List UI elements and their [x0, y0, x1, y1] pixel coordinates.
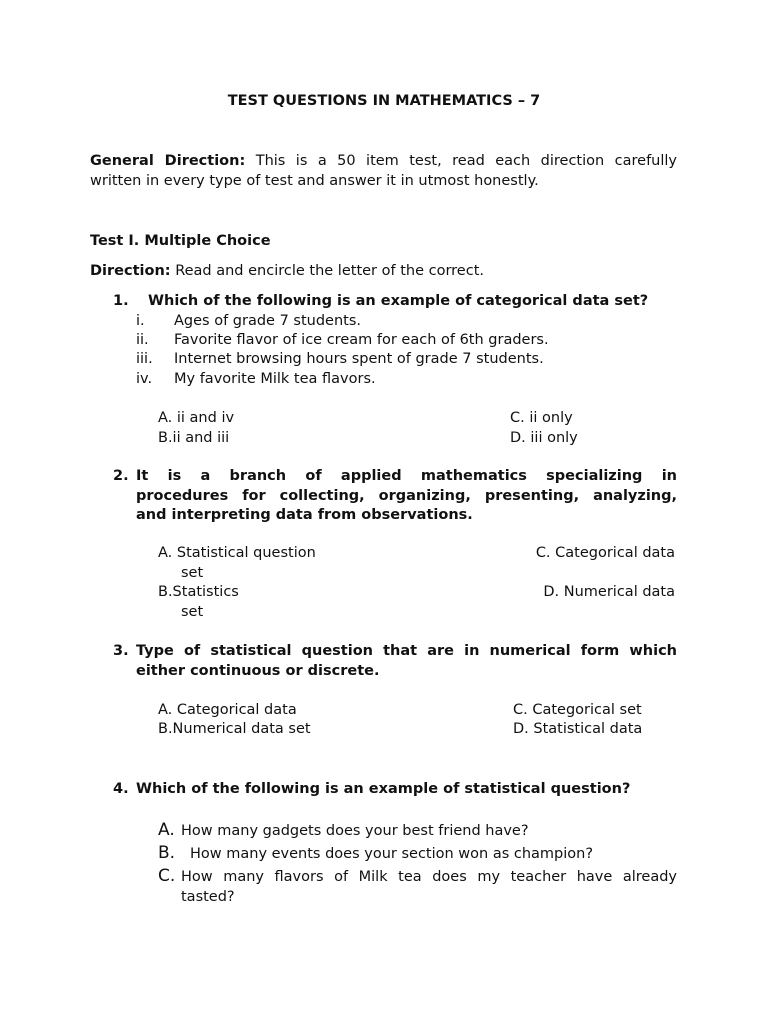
q2-choice-b-cont: set [181, 604, 204, 620]
q1-number: 1. [113, 293, 129, 309]
page-title: TEST QUESTIONS IN MATHEMATICS – 7 [227, 93, 541, 109]
q2-choice-b[interactable]: B.Statistics [158, 584, 239, 600]
q4-choice-letter[interactable]: B. [158, 843, 176, 863]
general-direction-line1 [90, 151, 677, 171]
q3-choice-d[interactable]: D. Statistical data [513, 721, 643, 737]
q1-item-num: ii. [136, 332, 149, 348]
q3-line2: either continuous or discrete. [136, 663, 380, 679]
test-heading: Test I. Multiple Choice [90, 233, 271, 249]
q1-item-num: iii. [136, 351, 153, 367]
q4-number: 4. [113, 781, 129, 797]
q3-line1: Type of statistical question that are in numerical form which [136, 643, 677, 659]
direction-label: Direction: [90, 263, 171, 279]
q2-line1: It is a branch of applied mathematics specializing in [136, 468, 677, 484]
q1-choice-a[interactable]: A. ii and iv [158, 410, 235, 426]
q4-choice-c[interactable]: How many flavors of Milk tea does my teacher have already [181, 869, 677, 885]
q1-text: Which of the following is an example of categorical data set? [148, 293, 649, 309]
q2-line2: procedures for collecting, organizing, presenting, analyzing, [136, 488, 677, 504]
q2-choice-a-cont: set [181, 565, 204, 581]
q3-choice-a[interactable]: A. Categorical data [158, 702, 297, 718]
q1-choice-c[interactable]: C. ii only [510, 410, 573, 426]
q1-choice-d[interactable]: D. iii only [510, 430, 578, 446]
general-direction-label: General Direction: [90, 153, 246, 169]
q4-choice-letter[interactable]: C. [158, 866, 176, 886]
general-direction-text: This is a 50 item test, read each direction carefully [255, 153, 678, 169]
q4-choice-b[interactable]: How many events does your section won as champion? [190, 846, 594, 862]
q1-item-text: Internet browsing hours spent of grade 7 students. [174, 351, 544, 367]
test-direction [90, 261, 484, 281]
q1-item-text: Ages of grade 7 students. [174, 313, 362, 329]
q4-text: Which of the following is an example of statistical question? [136, 781, 631, 797]
q2-choice-a[interactable]: A. Statistical question [158, 545, 316, 561]
q2-choice-c[interactable]: C. Categorical data [535, 545, 675, 561]
general-direction-line2: written in every type of test and answer it in utmost honestly. [90, 173, 539, 189]
q1-item-text: Favorite flavor of ice cream for each of 6th graders. [174, 332, 549, 348]
q4-choice-a[interactable]: How many gadgets does your best friend have? [181, 823, 529, 839]
q3-number: 3. [113, 643, 129, 659]
q2-line3: and interpreting data from observations. [136, 507, 473, 523]
q4-choice-letter[interactable]: A. [158, 820, 175, 840]
q3-choice-c[interactable]: C. Categorical set [513, 702, 642, 718]
direction-text: Read and encircle the letter of the correct. [175, 263, 484, 279]
q4-choice-c-cont: tasted? [181, 889, 235, 905]
q2-choice-d[interactable]: D. Numerical data [543, 584, 675, 600]
q1-item-num: i. [136, 313, 145, 329]
q1-item-text: My favorite Milk tea flavors. [174, 371, 376, 387]
q1-item-num: iv. [136, 371, 153, 387]
q1-choice-b[interactable]: B.ii and iii [158, 430, 230, 446]
q3-choice-b[interactable]: B.Numerical data set [158, 721, 311, 737]
q2-number: 2. [113, 468, 129, 484]
